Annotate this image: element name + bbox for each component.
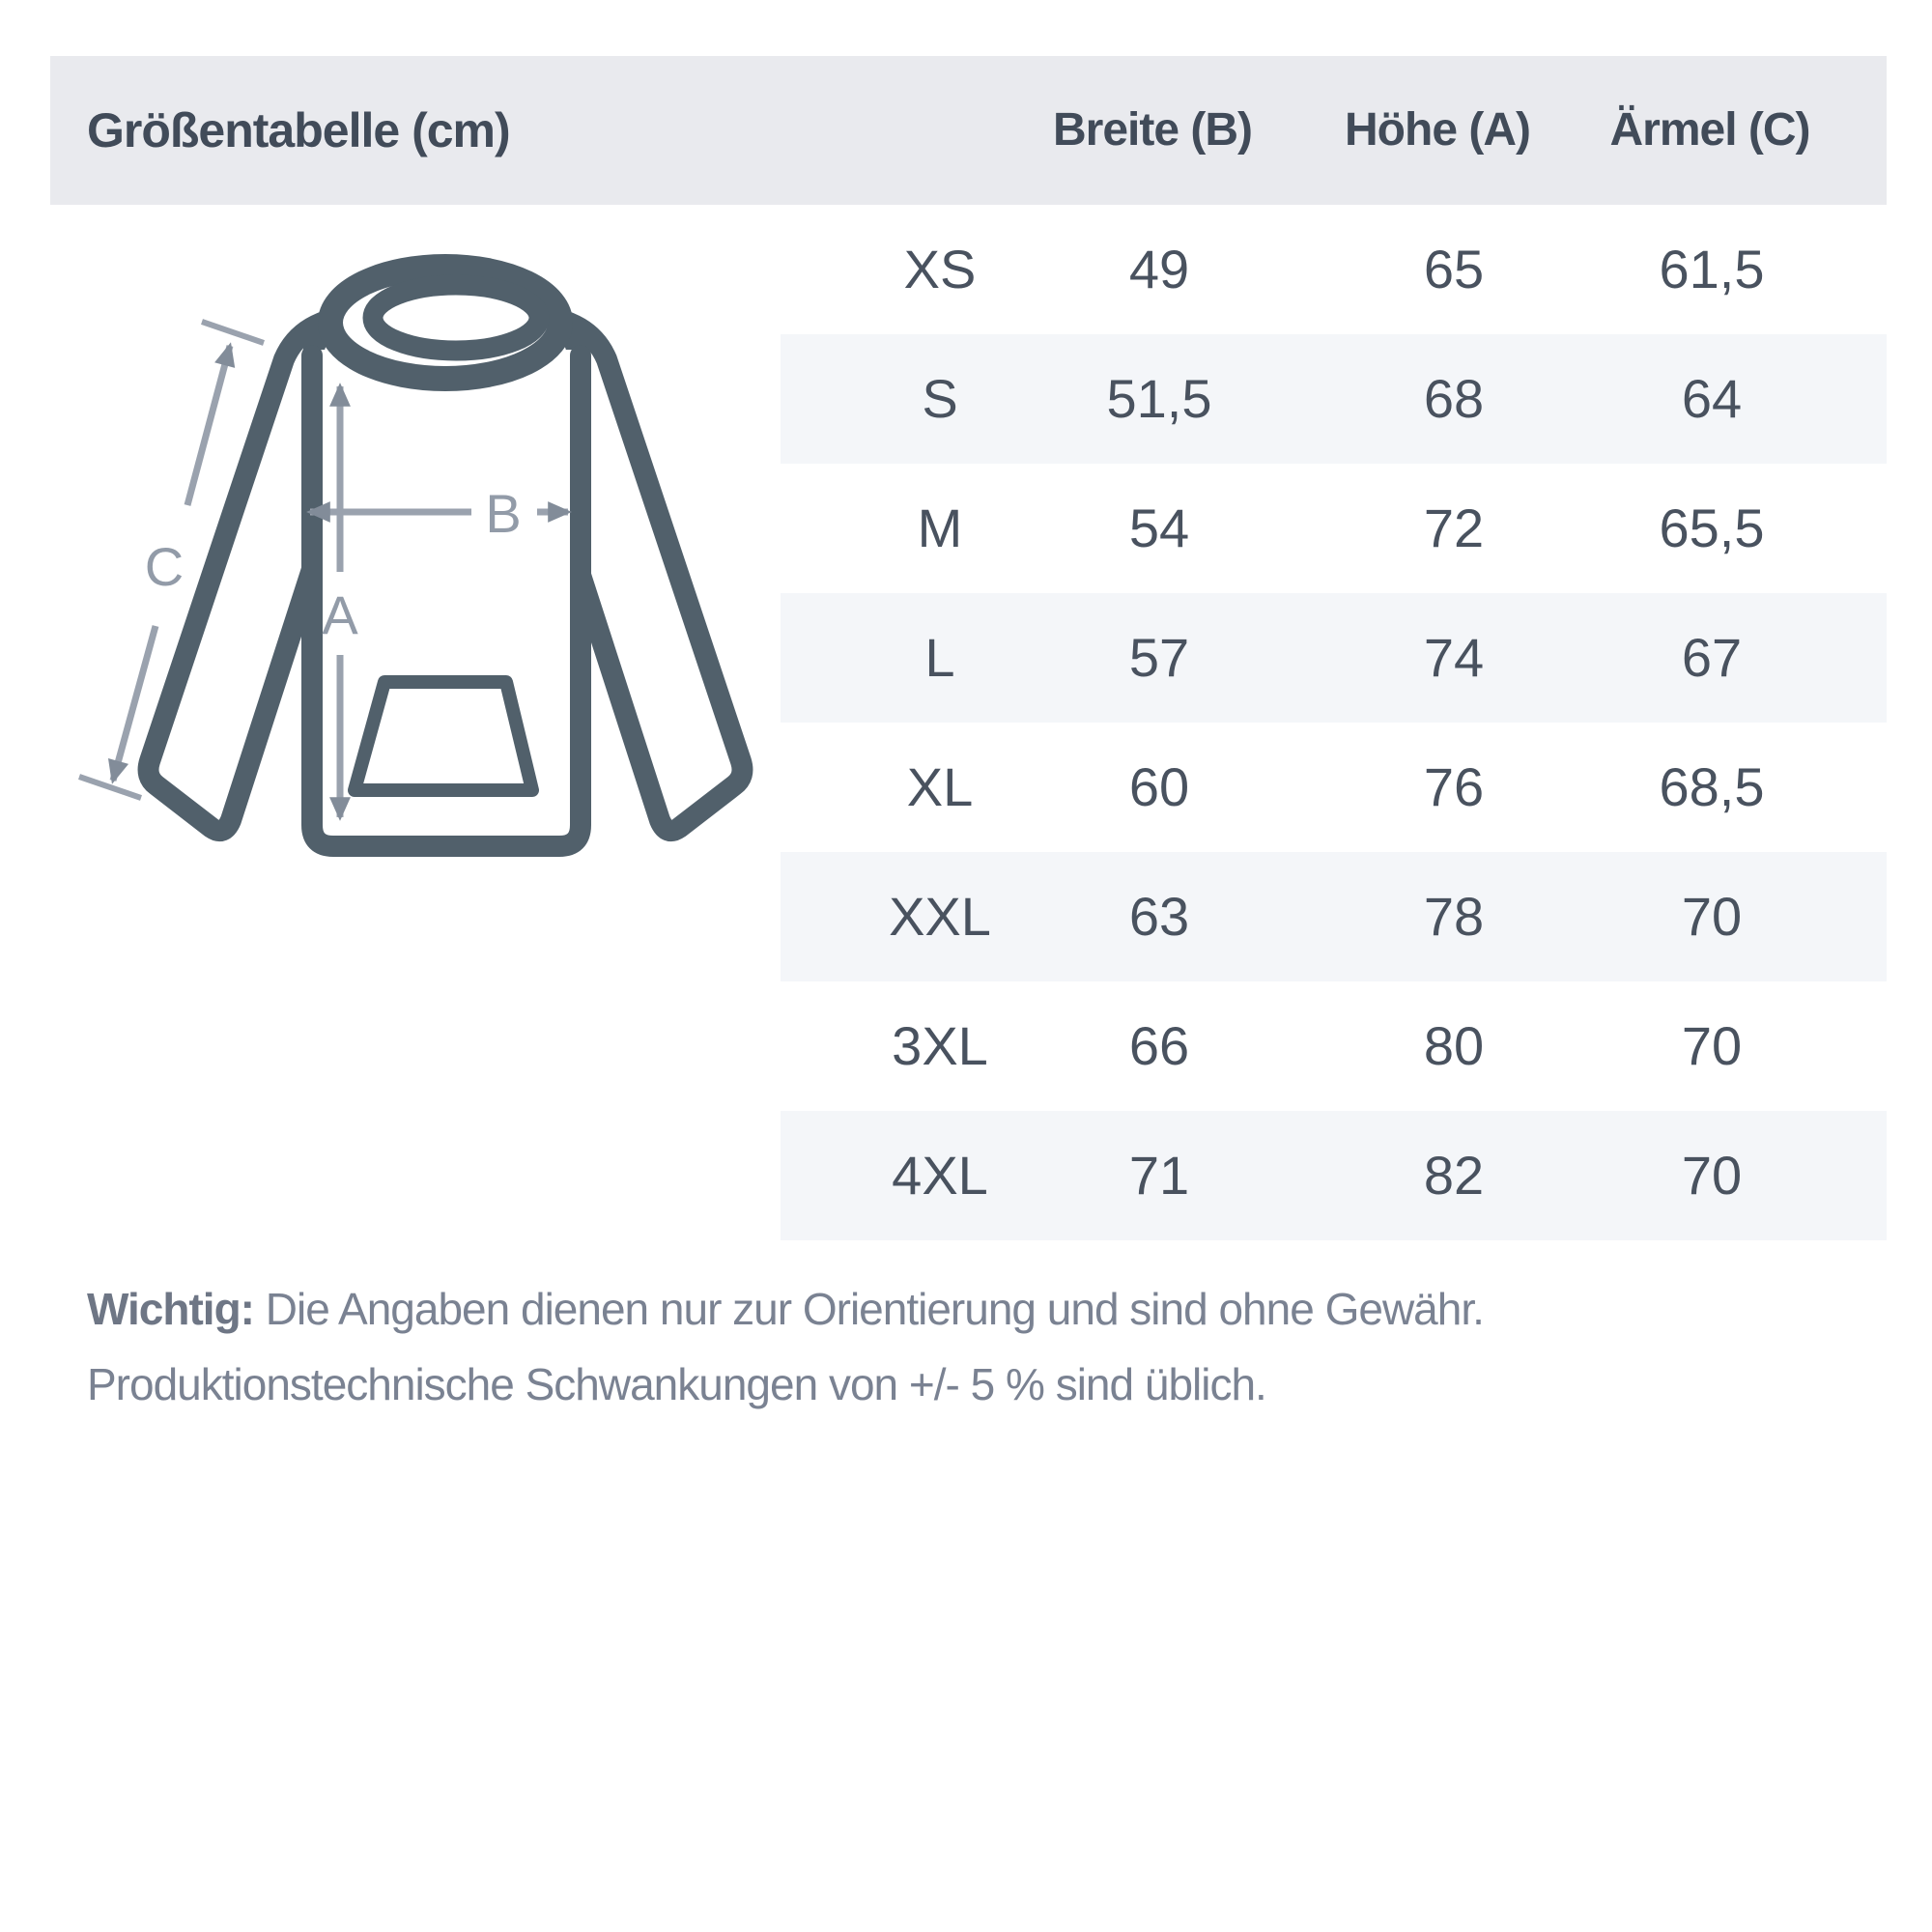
hoehe-value: 65 [1423, 239, 1485, 299]
size-label: S [922, 368, 958, 429]
hoehe-value: 74 [1423, 627, 1485, 688]
breite-value: 49 [1128, 239, 1190, 299]
hoodie-pocket [355, 682, 532, 790]
table-row-s [781, 334, 1887, 464]
breite-value: 71 [1128, 1145, 1190, 1206]
size-label: 3XL [892, 1015, 988, 1076]
breite-value: 66 [1128, 1015, 1190, 1076]
label-c: C [144, 536, 185, 597]
disclaimer-bold: Wichtig: [87, 1284, 254, 1334]
size-label: 4XL [892, 1145, 988, 1206]
column-header-hoehe: Höhe (A) [1345, 104, 1530, 156]
hoodie-diagram [58, 222, 753, 879]
aermel-value: 65,5 [1659, 497, 1765, 558]
arrow-c-tick-bottom [79, 777, 141, 798]
breite-value: 51,5 [1106, 368, 1212, 429]
hoehe-value: 78 [1423, 886, 1485, 947]
hoehe-value: 80 [1423, 1015, 1485, 1076]
aermel-value: 64 [1681, 368, 1743, 429]
aermel-value: 61,5 [1659, 239, 1765, 299]
table-row-xs [781, 205, 1887, 334]
disclaimer-text-1: Die Angaben dienen nur zur Orientierung und sind ohne Gewähr. [254, 1284, 1484, 1334]
aermel-value: 70 [1681, 1145, 1743, 1206]
arrow-c-tick-top [202, 322, 264, 343]
size-label: M [917, 497, 963, 558]
breite-value: 63 [1128, 886, 1190, 947]
breite-value: 60 [1128, 756, 1190, 817]
label-b: B [485, 483, 522, 544]
size-label: XL [906, 756, 974, 817]
table-row-xl [781, 723, 1887, 852]
aermel-value: 67 [1681, 627, 1743, 688]
hoehe-value: 68 [1423, 368, 1485, 429]
size-label: L [924, 627, 955, 688]
table-row-3xl [781, 981, 1887, 1111]
hoehe-value: 76 [1423, 756, 1485, 817]
aermel-value: 70 [1681, 1015, 1743, 1076]
disclaimer-note [87, 1271, 1893, 1422]
table-row-l [781, 593, 1887, 723]
hoehe-value: 82 [1423, 1145, 1485, 1206]
size-table [781, 205, 1887, 1240]
column-header-breite: Breite (B) [1052, 104, 1253, 156]
chart-title: Größentabelle (cm) [87, 103, 510, 157]
label-a: A [322, 584, 358, 645]
arrow-c-top [187, 346, 230, 505]
aermel-value: 68,5 [1659, 756, 1765, 817]
size-chart-header [50, 56, 1887, 205]
breite-value: 54 [1128, 497, 1190, 558]
table-row-m [781, 464, 1887, 593]
table-row-xxl [781, 852, 1887, 981]
disclaimer-line-1 [87, 1271, 1893, 1347]
size-label: XXL [889, 886, 991, 947]
breite-value: 57 [1128, 627, 1190, 688]
disclaimer-line-2: Produktionstechnische Schwankungen von +/- 5 % sind üblich. [87, 1359, 1266, 1409]
aermel-value: 70 [1681, 886, 1743, 947]
column-header-aermel: Ärmel (C) [1609, 104, 1810, 156]
hoehe-value: 72 [1423, 497, 1485, 558]
size-label: XS [903, 239, 977, 299]
hoodie-hood [330, 267, 560, 379]
table-row-4xl [781, 1111, 1887, 1240]
